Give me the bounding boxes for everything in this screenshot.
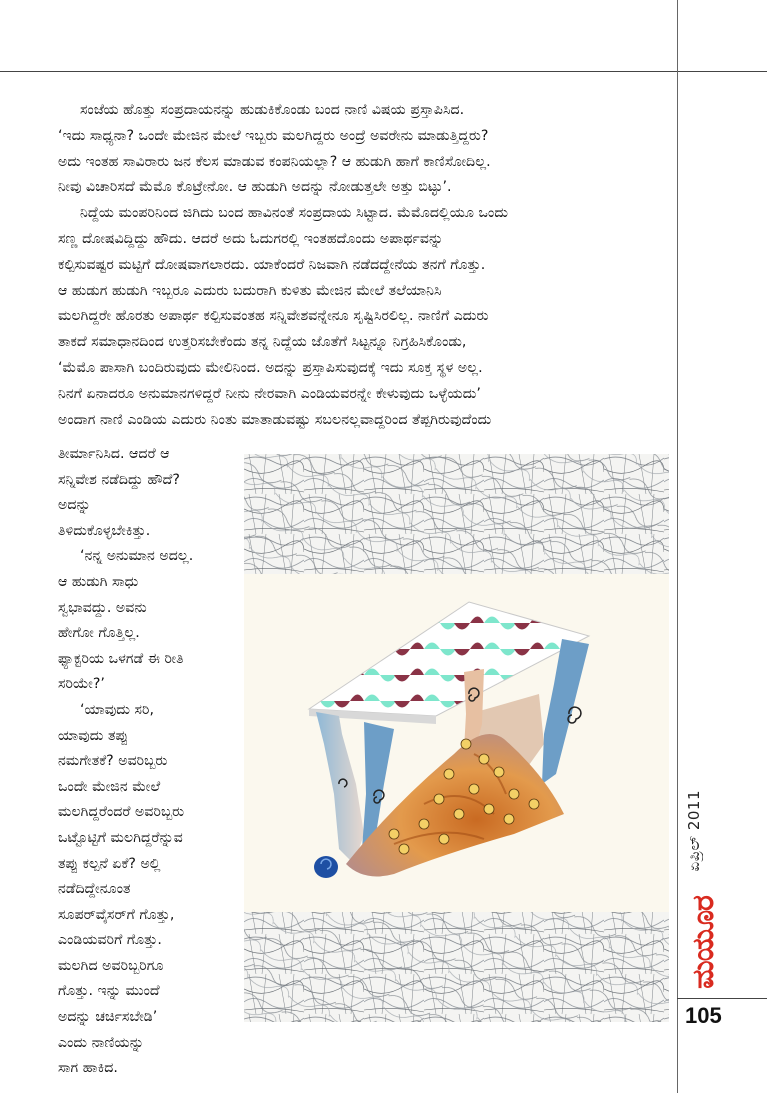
- masthead-text: ಮಯೂರ: [685, 896, 721, 989]
- article-line: ಸನ್ನಿವೇಶ ನಡೆದಿದ್ದು ಹೌದೆ?: [58, 471, 180, 488]
- article-line: ಅದು ಇಂತಹ ಸಾವಿರಾರು ಜನ ಕೆಲಸ ಮಾಡುವ ಕಂಪನಿಯಲ್ಲಾ? ಆ ಹುಡುಗಿ ಹಾಗೆ ಕಾಣಿಸೋದಿಲ್ಲ.: [58, 153, 491, 170]
- article-line: ಯಾವುದು ತಪ್ಪು: [58, 727, 129, 744]
- article-line: ಅದನ್ನು: [58, 497, 91, 514]
- article-illustration: [244, 454, 669, 1022]
- article-line: ತಿಳಿದುಕೊಳ್ಳಬೇಕಿತ್ತು.: [58, 522, 151, 539]
- article-line: ಆ ಹುಡುಗಿ ಸಾಧು: [58, 573, 139, 590]
- article-line: ತಾಕದೆ ಸಮಾಧಾನದಿಂದ ಉತ್ತರಿಸಬೇಕೆಂದು ತನ್ನ ನಿದ್ದೆಯ ಜೊತೆಗೆ ಸಿಟ್ಟನ್ನೂ ನಿಗ್ರಹಿಸಿಕೊಂಡು,: [58, 334, 467, 351]
- page-number: 105: [685, 1003, 722, 1028]
- article-line: ತೀರ್ಮಾನಿಸಿದ. ಆದರೆ ಆ: [58, 446, 170, 462]
- article-line: ಮಲಗಿದ್ದರೆಂದರೆ ಅವರಿಬ್ಬರು: [58, 804, 185, 821]
- article-line: ಎಂದು ನಾಣಿಯನ್ನು: [58, 1034, 145, 1051]
- article-line: ‘ಮೆಮೊ ಪಾಸಾಗಿ ಬಂದಿರುವುದು ಮೇಲಿನಿಂದ. ಅದನ್ನು ಪ್ರಸ್ತಾಪಿಸುವುದಕ್ಕೆ ಇದು ಸೂಕ್ತ ಸ್ಥಳ ಅಲ್ಲ.: [58, 359, 483, 376]
- article-line: ಅದನ್ನು ಚರ್ಚಿಸಬೇಡಿ’: [58, 1009, 158, 1026]
- article-line: ಕಲ್ಪಿಸುವಷ್ಟರ ಮಟ್ಟಿಗೆ ದೋಷವಾಗಲಾರದು. ಯಾಕೆಂದರೆ ನಿಜವಾಗಿ ನಡೆದದ್ದೇನೆಯ ತನಗೆ ಗೊತ್ತು.: [58, 256, 486, 273]
- masthead-logo: [683, 895, 723, 990]
- header-rule: [0, 71, 767, 72]
- article-line: ತಪ್ಪು ಕಲ್ಪನೆ ಏಕೆ? ಅಲ್ಲಿ: [58, 855, 161, 872]
- article-line: ಆ ಹುಡುಗ ಹುಡುಗಿ ಇಬ್ಬರೂ ಎದುರು ಬದುರಾಗಿ ಕುಳಿತು ಮೇಜಿನ ಮೇಲೆ ತಲೆಯಾನಿಸಿ: [58, 282, 442, 299]
- article-line: ‘ನನ್ನ ಅನುಮಾನ ಅದಲ್ಲ.: [80, 548, 194, 565]
- article-line: ಎಂಡಿಯವರಿಗೆ ಗೊತ್ತು.: [58, 932, 162, 949]
- article-line: ಮಲಗಿದ್ದರೇ ಹೊರತು ಅಪಾರ್ಥ ಕಲ್ಪಿಸುವಂತಹ ಸನ್ನಿವೇಶವನ್ನೇನೂ ಸೃಷ್ಟಿಸಿರಲಿಲ್ಲ. ನಾಣಿಗೆ ಎದುರು: [58, 308, 489, 325]
- footer-rule: [677, 998, 767, 999]
- article-line: ಹೇಗೋ ಗೊತ್ತಿಲ್ಲ.: [58, 625, 140, 642]
- article-line: ‘ಯಾವುದು ಸರಿ,: [80, 701, 154, 718]
- article-full-width-text: [58, 98, 673, 433]
- article-line: ಸಣ್ಣ ದೋಷವಿದ್ದಿದ್ದು ಹೌದು. ಆದರೆ ಅದು ಓದುಗರಲ್ಲಿ ಇಂತಹದೊಂದು ಅಪಾರ್ಥವನ್ನು: [58, 230, 444, 247]
- article-line: ನಿದ್ದೆಯ ಮಂಪರಿನಿಂದ ಜಿಗಿದು ಬಂದ ಹಾವಿನಂತೆ ಸಂಪ್ರದಾಯ ಸಿಟ್ಟಾದ. ಮೆಮೊದಲ್ಲಿಯೂ ಒಂದು: [80, 205, 509, 222]
- article-line: ಮಲಗಿದ ಅವರಿಬ್ಬರಿಗೂ: [58, 957, 164, 974]
- article-line: ಒಟ್ಟೊಟ್ಟಿಗೆ ಮಲಗಿದ್ದರೆನ್ನುವ: [58, 829, 183, 846]
- article-line: ಒಂದೇ ಮೇಜಿನ ಮೇಲೆ: [58, 778, 161, 795]
- article-line: ನಮಗೇತಕೆ? ಅವರಿಬ್ಬರು: [58, 753, 168, 770]
- issue-date: ಏಪ್ರಿಲ್ 2011: [685, 790, 703, 872]
- article-line: ಸರಿಯೇ?’: [58, 676, 105, 693]
- article-line: ಗೊತ್ತು. ಇನ್ನು ಮುಂದೆ: [58, 983, 160, 1000]
- article-line: ನಿನಗೆ ಏನಾದರೂ ಅನುಮಾನಗಳಿದ್ದರೆ ನೀನು ನೇರವಾಗಿ ಎಂಡಿಯವರನ್ನೇ ಕೇಳುವುದು ಒಳ್ಳೆಯದು’: [58, 385, 481, 402]
- article-line: ನೀವು ವಿಚಾರಿಸದೆ ಮೆಮೊ ಕೊಟ್ರೇನೋ. ಆ ಹುಡುಗಿ ಅದನ್ನು ನೋಡುತ್ತಲೇ ಅತ್ತು ಬಿಟ್ಳು’.: [58, 179, 452, 196]
- article-line: ಸ್ವಭಾವದ್ದು. ಅವನು: [58, 599, 147, 616]
- article-line: ನಡೆದಿದ್ದೇನೂಂತ: [58, 881, 131, 898]
- article-line: ಫ್ಯಾಕ್ಟರಿಯ ಒಳಗಡೆ ಈ ರೀತಿ: [58, 650, 184, 667]
- side-rule: [677, 0, 678, 1093]
- article-line: ಅಂದಾಗ ನಾಣಿ ಎಂಡಿಯ ಎದುರು ನಿಂತು ಮಾತಾಡುವಷ್ಟು ಸಬಲನಲ್ಲವಾದ್ದರಿಂದ ತೆಪ್ಪಗಿರುವುದೆಂದು: [58, 411, 492, 428]
- article-line: ‘ಇದು ಸಾಧ್ಯನಾ? ಒಂದೇ ಮೇಜಿನ ಮೇಲೆ ಇಬ್ಬರು ಮಲಗಿದ್ದರು ಅಂದ್ರೆ ಅವರೇನು ಮಾಡುತ್ತಿದ್ದರು?: [58, 127, 489, 144]
- article-line: ಸೂಪರ್‌ವೈಸರ್‌ಗೆ ಗೊತ್ತು,: [58, 906, 175, 923]
- article-line: ಸಂಜೆಯ ಹೊತ್ತು ಸಂಪ್ರದಾಯನನ್ನು ಹುಡುಕಿಕೊಂಡು ಬಂದ ನಾಣಿ ವಿಷಯ ಪ್ರಸ್ತಾಪಿಸಿದ.: [80, 102, 465, 118]
- article-narrow-column: [58, 442, 240, 1082]
- article-line: ಸಾಗ ಹಾಕಿದ.: [58, 1060, 118, 1077]
